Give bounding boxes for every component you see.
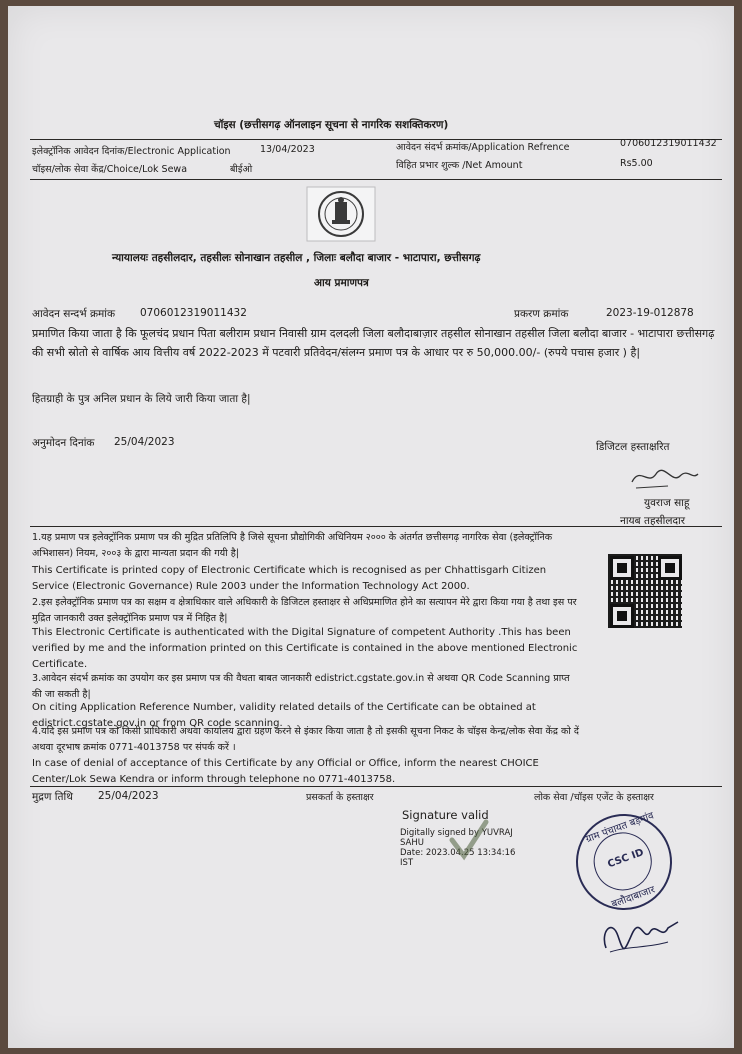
signature-valid-label: Signature valid xyxy=(402,808,489,822)
condition-1-hi: 1.यह प्रमाण पत्र इलेक्ट्रॉनिक प्रमाण पत्र की मुद्रित प्रतिलिपि है जिसे सूचना प्रौद्योगिकी अधिनियम २००० के अंतर्गत छत्तीसगढ़ नागरिक सेवा (इलेक्ट्रॉनिक अभिशासन) नियम, २००३ के द्वारा मान्यता प्रदान की गयी है| xyxy=(32,532,553,559)
approval-label: अनुमोदन दिनांक xyxy=(32,437,95,449)
ref-number: 0706012319011432 xyxy=(140,307,247,319)
beneficiary-line: हितग्राही के पुत्र अनिल प्रधान के लिये जारी किया जाता है| xyxy=(32,393,251,405)
condition-4-hi: 4.यदि इस प्रमाण पत्र को किसी प्राधिकारी अथवा कार्यालय द्वारा ग्रहण करने से इंकार किया जाता है तो इसकी सूचना निकट के चॉइस केन्द्र/लोक सेवा केंद्र को दें अथवा दूरभाष क्रमांक 0771-4013758 पर संपर्क करें । xyxy=(32,726,579,753)
certificate-page xyxy=(8,6,734,1048)
electronic-app-date-label: इलेक्ट्रॉनिक आवेदन दिनांक/Electronic Application xyxy=(32,146,231,157)
stamp-top-text: ग्राम पंचायत बड़गांव xyxy=(584,810,656,846)
electronic-app-date: 13/04/2023 xyxy=(260,144,315,155)
header-top-rule xyxy=(30,139,722,140)
check-mark-icon xyxy=(448,818,490,862)
csc-stamp xyxy=(562,800,685,923)
ref-label: आवेदन सन्दर्भ क्रमांक xyxy=(32,308,116,320)
print-date-label: मुद्रण तिथि xyxy=(32,791,73,803)
case-number: 2023-19-012878 xyxy=(606,307,694,319)
issuer-sign-label: प्रसकर्ता के हस्ताक्षर xyxy=(306,792,374,803)
print-date: 25/04/2023 xyxy=(98,790,159,802)
center-value: बीईओ xyxy=(230,164,253,175)
condition-3-en: On citing Application Reference Number, validity related details of the Certificate can be obtained at edistrict.cgstate.gov.in or from QR code scanning. xyxy=(32,702,536,729)
condition-2-en: This Electronic Certificate is authenticated with the Digital Signature of competent Authority .This has been verified by me and the information printed on this Certificate is contained in the above mentioned Electronic Certificate. xyxy=(32,627,578,670)
center-label: चॉइस/लोक सेवा केंद्र/Choice/Lok Sewa xyxy=(32,164,188,175)
net-amount: Rs5.00 xyxy=(620,158,653,169)
case-label: प्रकरण क्रमांक xyxy=(514,308,569,320)
net-amount-label: विहित प्रभार शुल्क /Net Amount xyxy=(396,160,523,171)
court-line: न्यायालयः तहसीलदार, तहसीलः सोनाखान तहसील , जिलाः बलौदा बाजार - भाटापारा, छत्तीसगढ़ xyxy=(112,252,481,264)
conditions-top-rule xyxy=(30,526,722,527)
stamp-bottom-text: बलौदाबाजार xyxy=(610,884,657,911)
condition-3-hi: 3.आवेदन संदर्भ क्रमांक का उपयोग कर इस प्रमाण पत्र की वैधता बाबत जानकारी edistrict.cgstate.gov.in से अथवा QR Code Scanning प्राप्त की जा सकती है| xyxy=(32,673,570,700)
digital-sig-line-1: Digitally signed by YUVRAJ xyxy=(400,828,513,838)
approval-date: 25/04/2023 xyxy=(114,436,175,448)
state-emblem-icon xyxy=(306,186,376,242)
signer-name: युवराज साहू xyxy=(644,497,690,509)
stamp-id-text: CSC ID xyxy=(606,847,646,871)
digital-sig-line-2: SAHU xyxy=(400,838,424,848)
conditions-bottom-rule xyxy=(30,786,722,787)
certificate-body: प्रमाणित किया जाता है कि फूलचंद प्रधान पिता बलीराम प्रधान निवासी ग्राम दलदली जिला बलौदाबाज़ार तहसील सोनाखान तहसील जिला बलौदा बाजार - भाटापारा छत्तीसगढ़ की सभी स्रोतो से वार्षिक आय वित्तीय वर्ष 2022-2023 में पटवारी प्रतिवेदन/संलग्न प्रमाण पत्र के आधार पर रु 50,000.00/- (रुपये पचास हजार ) है| xyxy=(32,327,715,359)
condition-4-en: In case of denial of acceptance of this Certificate by any Official or Office, inform the nearest CHOICE Center/Lok Sewa Kendra or inform through telephone no 0771-4013758. xyxy=(32,758,539,785)
certificate-title: आय प्रमाणपत्र xyxy=(314,277,369,289)
agent-signature-icon xyxy=(598,912,682,958)
digital-sig-line-4: IST xyxy=(400,858,414,868)
digital-sig-line-3: Date: 2023.04.25 13:34:16 xyxy=(400,848,516,858)
qr-code-icon xyxy=(608,554,682,628)
digitally-signed-label: डिजिटल हस्ताक्षरित xyxy=(596,441,670,453)
app-ref-label: आवेदन संदर्भ क्रमांक/Application Refrence xyxy=(396,142,570,153)
signature-scribble-icon xyxy=(628,462,700,492)
app-ref-number: 070601231901​1432 xyxy=(620,138,717,149)
condition-2-hi: 2.इस इलेक्ट्रॉनिक प्रमाण पत्र का सक्षम व क्षेत्राधिकार वाले अधिकारी के डिजिटल हस्ताक्षर से अधिप्रमाणित होने का सत्यापन मेरे द्वारा किया गया है तथा इस पर मुद्रित जानकारी उक्त इलेक्ट्रॉनिक प्रमाण पत्र में निहित है| xyxy=(32,597,577,624)
agent-sign-label: लोक सेवा /चॉइस एजेंट के हस्ताक्षर xyxy=(534,792,654,803)
signer-designation: नायब तहसीलदार xyxy=(620,515,686,527)
condition-1-en: This Certificate is printed copy of Electronic Certificate which is recognised as per Chhattisgarh Citizen Service (Electronic Governance) Rule 2003 under the Information Technology Act 2000. xyxy=(32,565,547,592)
portal-title: चॉइस (छत्तीसगढ़ ऑनलाइन सूचना से नागरिक सशक्तिकरण) xyxy=(214,119,449,131)
header-bottom-rule xyxy=(30,179,722,180)
